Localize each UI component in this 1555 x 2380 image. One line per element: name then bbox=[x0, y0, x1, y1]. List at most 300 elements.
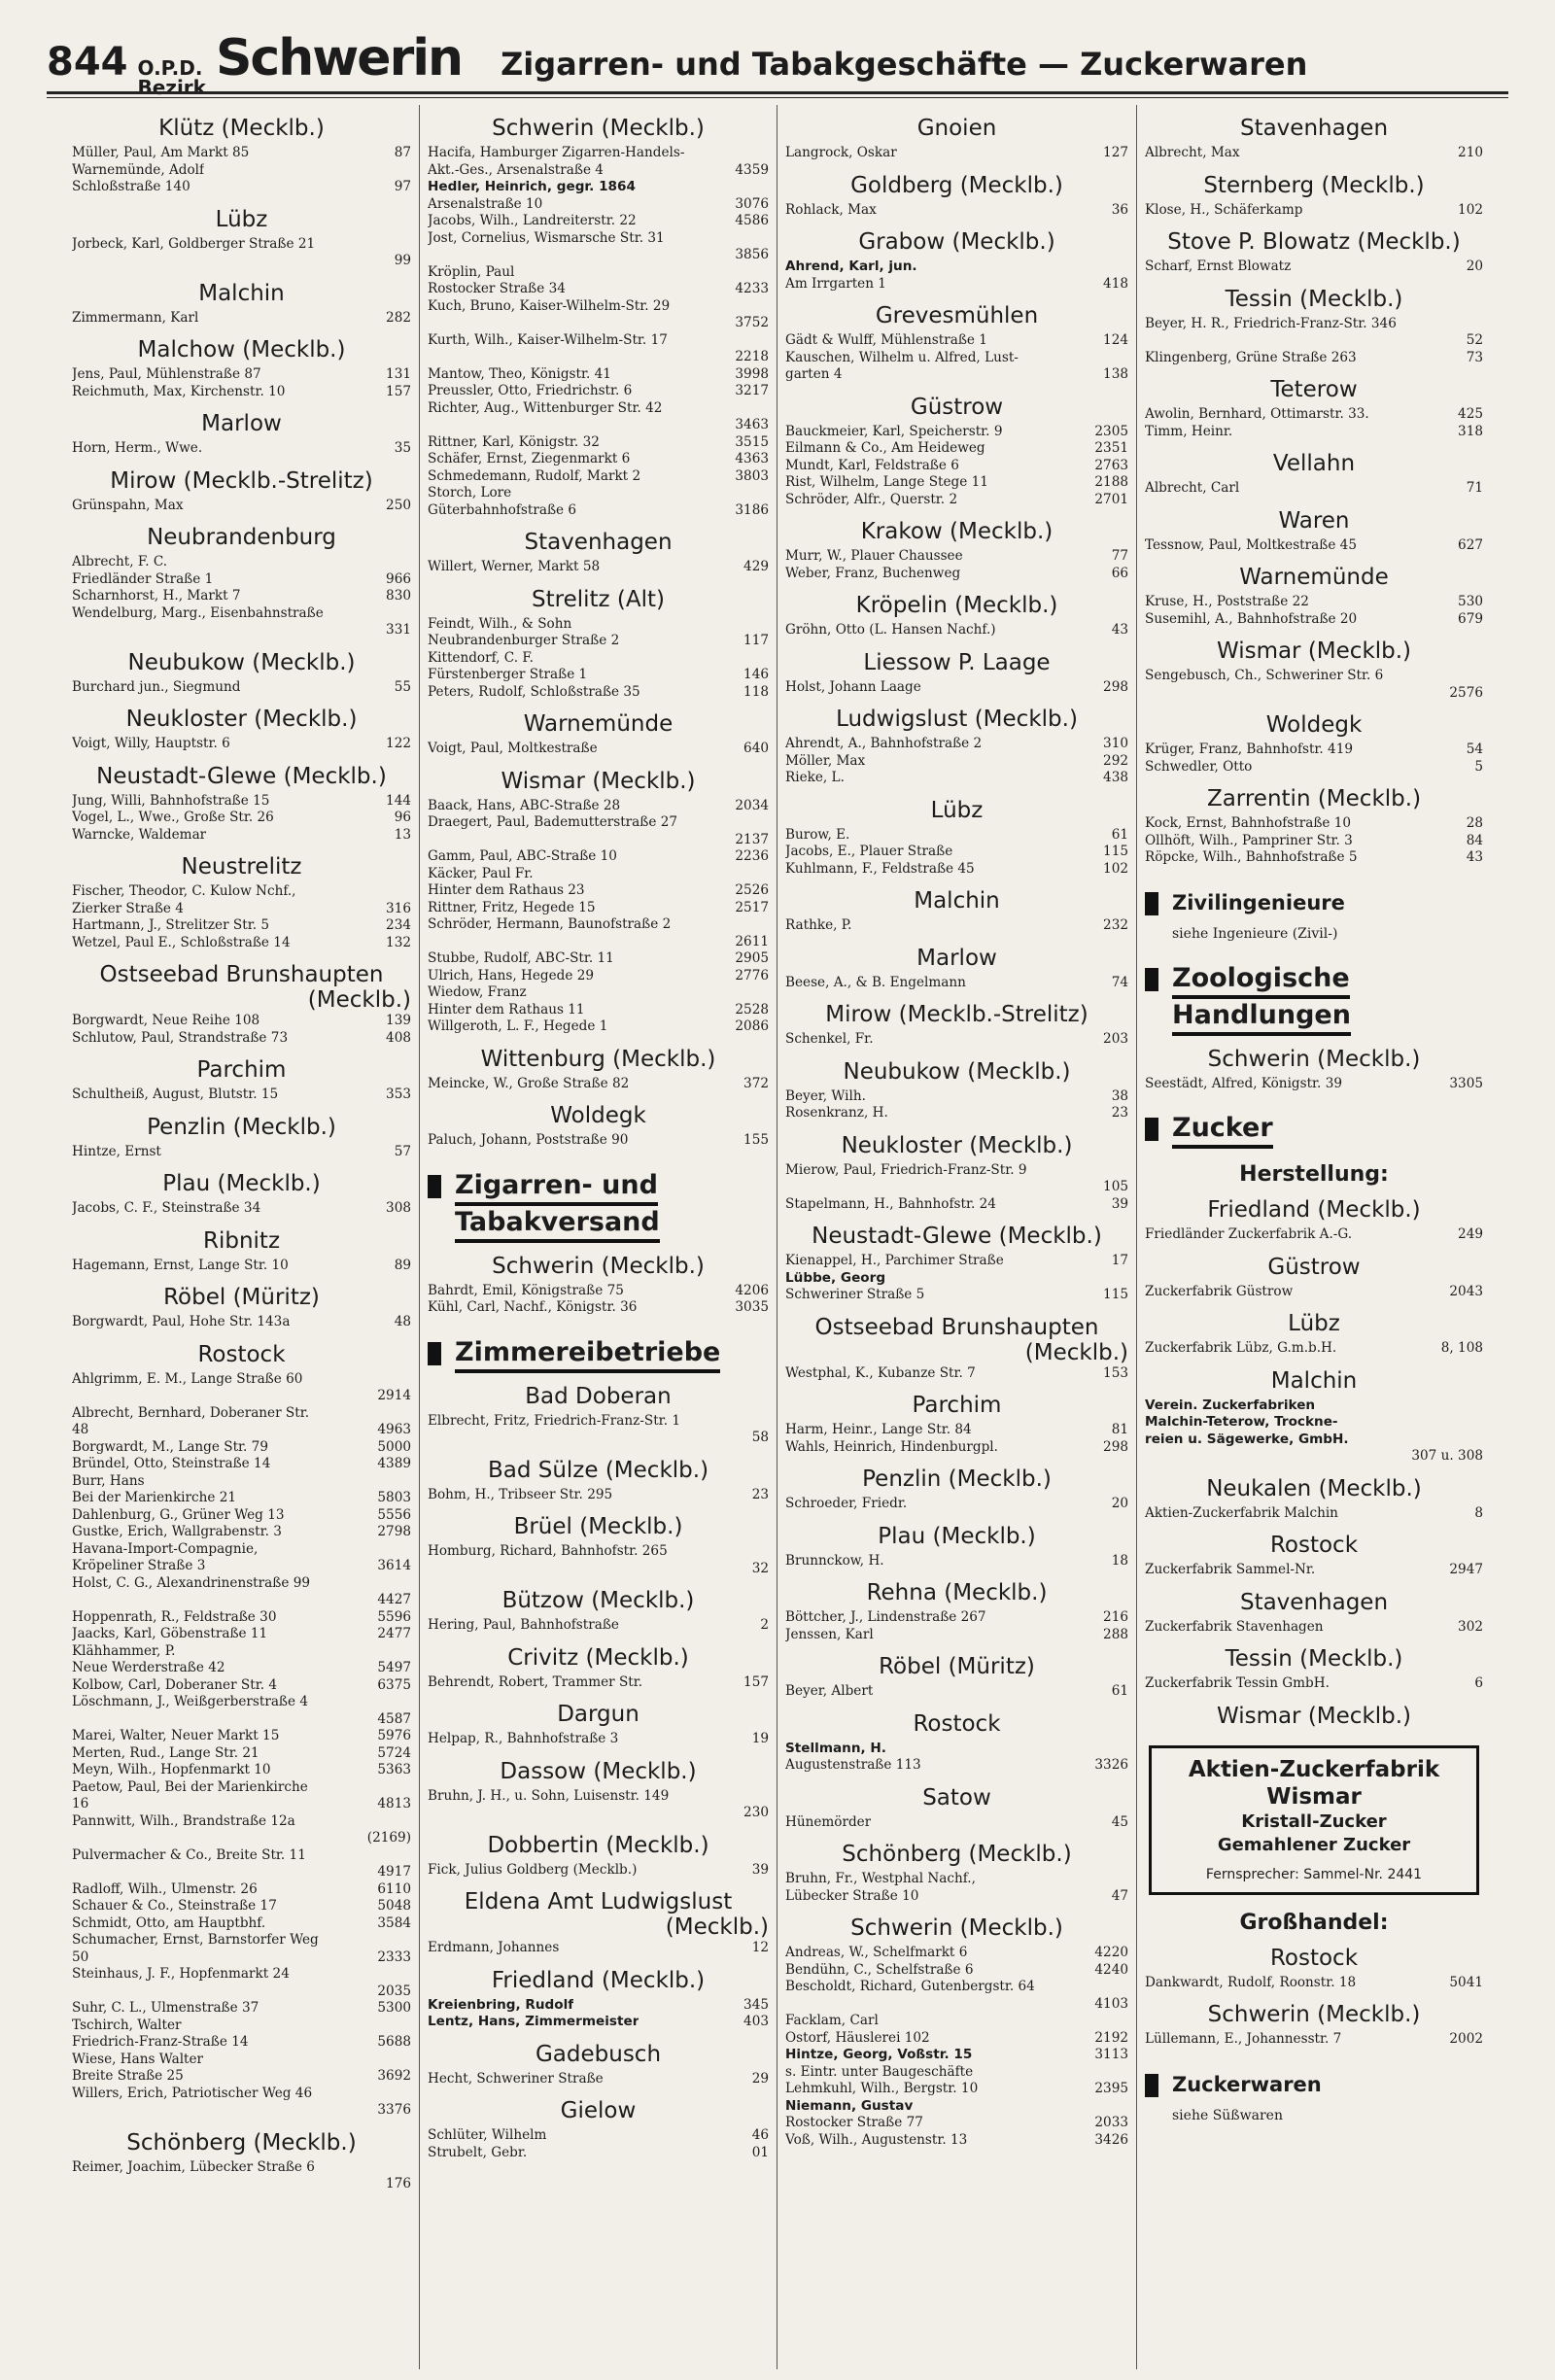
town-heading: Bad Doberan bbox=[525, 1383, 672, 1409]
listing-entry bbox=[785, 548, 1128, 566]
listing-entry bbox=[1145, 815, 1483, 833]
listing-entry bbox=[72, 1473, 411, 1491]
town-heading: Neustadt-Glewe (Mecklb.) bbox=[96, 763, 387, 789]
category-title bbox=[1172, 2068, 1322, 2101]
listing-entry bbox=[785, 861, 1128, 879]
listing-entry bbox=[72, 810, 411, 827]
entry-name: Weber, Franz, Buchenweg bbox=[785, 565, 961, 581]
entry-name: Beyer, Wilh. bbox=[785, 1087, 866, 1104]
entry-name: Lentz, Hans, Zimmermeister bbox=[428, 2014, 639, 2029]
listing-entry bbox=[72, 917, 411, 935]
entry-phone-number: 132 bbox=[386, 934, 411, 950]
entry-name: Bruhn, Fr., Westphal Nachf., bbox=[785, 1871, 976, 1886]
entry-phone-number: 2914 bbox=[377, 1388, 411, 1403]
column-4 bbox=[1136, 105, 1491, 2369]
entry-name: Schauer & Co., Steinstraße 17 bbox=[72, 1898, 277, 1914]
listing-entry bbox=[785, 2081, 1128, 2098]
entry-name: Seestädt, Alfred, Königstr. 39 bbox=[1145, 1075, 1342, 1091]
entry-name: Kröplin, Paul bbox=[428, 263, 515, 280]
entry-phone-number: 3305 bbox=[1449, 1075, 1483, 1091]
entry-name: Bendühn, C., Schelfstraße 6 bbox=[785, 1961, 974, 1978]
entry-phone-number: 2305 bbox=[1094, 423, 1128, 439]
entry-name: Neue Werderstraße 42 bbox=[72, 1660, 225, 1675]
listing-entry bbox=[428, 832, 769, 849]
listing-entry bbox=[785, 2047, 1128, 2064]
entry-name: Zuckerfabrik Stavenhagen bbox=[1145, 1618, 1324, 1635]
entry-name: Preussler, Otto, Friedrichstr. 6 bbox=[428, 383, 633, 398]
category-heading bbox=[428, 1336, 769, 1373]
listing-entry bbox=[428, 1940, 769, 1957]
entry-name: Sengebusch, Ch., Schweriner Str. 6 bbox=[1145, 668, 1384, 683]
entry-name: Reimer, Joachim, Lübecker Straße 6 bbox=[72, 2158, 315, 2175]
listing-entry bbox=[428, 633, 769, 650]
listing-entry bbox=[428, 1283, 769, 1300]
town-heading: Friedland (Mecklb.) bbox=[491, 1967, 706, 1993]
entry-name: Schmedemann, Rudolf, Markt 2 bbox=[428, 467, 641, 484]
listing-entry bbox=[428, 332, 769, 350]
town-heading: Lübz bbox=[930, 797, 984, 823]
entry-phone-number: 418 bbox=[1103, 275, 1128, 292]
entry-phone-number: 97 bbox=[394, 179, 411, 194]
category-heading bbox=[1145, 1112, 1483, 1149]
category-see-also: siehe Ingenieure (Zivil-) bbox=[1172, 925, 1338, 942]
entry-name: Kolbow, Carl, Doberaner Str. 4 bbox=[72, 1676, 277, 1693]
entry-name: Klingenberg, Grüne Straße 263 bbox=[1145, 349, 1357, 365]
listing-entry bbox=[428, 1018, 769, 1036]
entry-name: Suhr, C. L., Ulmenstraße 37 bbox=[72, 2000, 259, 2016]
town-heading: Wismar (Mecklb.) bbox=[1216, 638, 1412, 664]
listing-entry bbox=[785, 975, 1128, 992]
entry-name: Hecht, Schweriner Straße bbox=[428, 2070, 604, 2087]
listing-entry bbox=[1145, 611, 1483, 629]
entry-name: Rostocker Straße 77 bbox=[785, 2115, 923, 2130]
listing-entry bbox=[1145, 1226, 1483, 1244]
listing-entry bbox=[72, 1932, 411, 1949]
entry-name: Bauckmeier, Karl, Speicherstr. 9 bbox=[785, 423, 1003, 439]
entry-phone-number: 2905 bbox=[735, 950, 769, 966]
listing-entry bbox=[72, 1558, 411, 1575]
listing-entry bbox=[72, 1013, 411, 1030]
listing-entry bbox=[785, 1945, 1128, 1962]
listing-entry bbox=[72, 622, 411, 639]
listing-entry bbox=[72, 1456, 411, 1473]
listing-entry bbox=[72, 1258, 411, 1275]
town-heading: Wittenburg (Mecklb.) bbox=[480, 1046, 716, 1072]
entry-name: Erdmann, Johannes bbox=[428, 1940, 560, 1955]
listing-entry bbox=[428, 451, 769, 468]
entry-phone-number: 5688 bbox=[377, 2034, 411, 2050]
listing-entry bbox=[1145, 1284, 1483, 1301]
category-marker-icon bbox=[1145, 892, 1158, 915]
entry-name: Verein. Zuckerfabriken bbox=[1145, 1397, 1316, 1413]
listing-entry bbox=[785, 770, 1128, 787]
category-heading bbox=[428, 1169, 769, 1243]
entry-name: Hering, Paul, Bahnhofstraße bbox=[428, 1617, 619, 1633]
category-title-line: Zoologische bbox=[1172, 962, 1350, 999]
listing-entry bbox=[785, 1253, 1128, 1270]
listing-entry bbox=[72, 2018, 411, 2035]
listing-entry bbox=[72, 384, 411, 401]
entry-phone-number: 2192 bbox=[1094, 2029, 1128, 2046]
category-title-line: Zigarren- und bbox=[455, 1169, 658, 1206]
category-heading bbox=[1145, 962, 1483, 1036]
town-heading: Wismar (Mecklb.) bbox=[501, 768, 696, 794]
town-heading: Stavenhagen bbox=[1239, 1589, 1389, 1615]
category-title-line: Tabakversand bbox=[455, 1206, 660, 1243]
listing-entry bbox=[785, 844, 1128, 861]
listing-entry bbox=[428, 650, 769, 668]
listing-entry bbox=[72, 1541, 411, 1559]
entry-name: reien u. Sägewerke, GmbH. bbox=[1145, 1431, 1349, 1447]
ad-phone: Fernsprecher: Sammel-Nr. 2441 bbox=[1205, 1866, 1423, 1882]
entry-phone-number: 18 bbox=[1111, 1552, 1128, 1569]
listing-entry bbox=[428, 162, 769, 180]
entry-phone-number: 3376 bbox=[377, 2102, 411, 2118]
entry-phone-number: 58 bbox=[751, 1430, 769, 1445]
town-heading: Rostock bbox=[913, 1710, 1001, 1737]
entry-phone-number: 61 bbox=[1111, 1683, 1128, 1699]
entry-phone-number: 408 bbox=[386, 1029, 411, 1046]
town-heading: Neustrelitz bbox=[181, 854, 302, 880]
listing-entry bbox=[428, 950, 769, 968]
entry-phone-number: 403 bbox=[743, 2014, 769, 2029]
town-heading: Ostseebad Brunshaupten bbox=[814, 1314, 1099, 1340]
town-heading: Lübz bbox=[215, 206, 268, 232]
listing-entry bbox=[72, 1762, 411, 1779]
entry-phone-number: 81 bbox=[1111, 1422, 1128, 1437]
entry-phone-number: 124 bbox=[1103, 332, 1128, 348]
town-heading: Tessin (Mecklb.) bbox=[1225, 1646, 1403, 1672]
entry-phone-number: 372 bbox=[743, 1075, 769, 1091]
entry-name: Kröpeliner Straße 3 bbox=[72, 1558, 206, 1573]
listing-entry bbox=[785, 2132, 1128, 2150]
entry-name: Jacobs, Wilh., Landreiterstr. 22 bbox=[428, 213, 637, 228]
entry-phone-number: 73 bbox=[1466, 349, 1483, 365]
town-heading: Warnemünde bbox=[523, 711, 674, 737]
town-heading: Lübz bbox=[1288, 1311, 1340, 1336]
entry-name: Scharf, Ernst Blowatz bbox=[1145, 259, 1292, 274]
town-heading: Grabow (Mecklb.) bbox=[858, 229, 1055, 255]
listing-columns bbox=[64, 105, 1491, 2369]
entry-phone-number: 353 bbox=[386, 1087, 411, 1102]
entry-phone-number: 345 bbox=[743, 1996, 769, 2013]
town-heading: Parchim bbox=[196, 1057, 287, 1083]
listing-entry bbox=[785, 1105, 1128, 1122]
entry-name: Malchin-Teterow, Trockne- bbox=[1145, 1414, 1338, 1430]
listing-entry bbox=[428, 984, 769, 1002]
listing-entry bbox=[785, 753, 1128, 771]
listing-entry bbox=[1145, 1448, 1483, 1466]
entry-name: Vogel, L., Wwe., Große Str. 26 bbox=[72, 810, 274, 825]
town-heading: Crivitz (Mecklb.) bbox=[507, 1644, 689, 1671]
entry-phone-number: 3803 bbox=[735, 467, 769, 484]
listing-entry bbox=[72, 1609, 411, 1627]
entry-phone-number: 6 bbox=[1474, 1675, 1483, 1691]
entry-phone-number: 4427 bbox=[377, 1592, 411, 1607]
entry-phone-number: 4233 bbox=[735, 281, 769, 296]
listing-entry bbox=[785, 2098, 1128, 2116]
entry-name: Ostorf, Häuslerei 102 bbox=[785, 2029, 930, 2046]
listing-entry bbox=[72, 827, 411, 845]
entry-phone-number: 966 bbox=[386, 570, 411, 587]
listing-entry bbox=[428, 1805, 769, 1822]
entry-phone-number: 2043 bbox=[1449, 1283, 1483, 1299]
listing-entry bbox=[1145, 1340, 1483, 1358]
entry-phone-number: 23 bbox=[1111, 1105, 1128, 1121]
entry-name: Meyn, Wilh., Hopfenmarkt 10 bbox=[72, 1762, 271, 1777]
entry-name: Kreienbring, Rudolf bbox=[428, 1996, 574, 2013]
listing-entry bbox=[428, 2127, 769, 2145]
entry-name: Lehmkuhl, Wilh., Bergstr. 10 bbox=[785, 2081, 979, 2096]
category-title-line: Zucker bbox=[1172, 1112, 1273, 1149]
page-title: Zigarren- und Tabakgeschäfte — Zuckerwaren bbox=[501, 46, 1308, 83]
entry-phone-number: 3035 bbox=[735, 1299, 769, 1315]
entry-phone-number: 530 bbox=[1458, 594, 1483, 609]
entry-name: Warncke, Waldemar bbox=[72, 826, 207, 843]
entry-name: Ahrendt, A., Bahnhofstraße 2 bbox=[785, 736, 983, 751]
listing-entry bbox=[428, 684, 769, 702]
town-heading: Brüel (Mecklb.) bbox=[513, 1514, 683, 1539]
entry-phone-number: 117 bbox=[743, 633, 769, 648]
listing-entry bbox=[1145, 594, 1483, 611]
listing-entry bbox=[72, 1200, 411, 1218]
entry-phone-number: 102 bbox=[1103, 860, 1128, 877]
listing-entry bbox=[72, 1915, 411, 1933]
entry-phone-number: 36 bbox=[1111, 201, 1128, 218]
entry-name: Aktien-Zuckerfabrik Malchin bbox=[1145, 1504, 1338, 1521]
entry-name: Hinter dem Rathaus 11 bbox=[428, 1001, 585, 1018]
listing-entry bbox=[428, 247, 769, 264]
entry-phone-number: 2517 bbox=[735, 899, 769, 915]
listing-entry bbox=[785, 1162, 1128, 1180]
entry-phone-number: 47 bbox=[1111, 1887, 1128, 1904]
entry-name: Richter, Aug., Wittenburger Str. 42 bbox=[428, 399, 663, 416]
entry-phone-number: 146 bbox=[743, 667, 769, 682]
listing-entry bbox=[1145, 316, 1483, 333]
entry-phone-number: 4103 bbox=[1094, 1995, 1128, 2012]
entry-name: Kurth, Wilh., Kaiser-Wilhelm-Str. 17 bbox=[428, 331, 668, 348]
advertisement-box bbox=[1149, 1745, 1479, 1895]
entry-phone-number: 23 bbox=[751, 1486, 769, 1502]
entry-name: Möller, Max bbox=[785, 752, 866, 769]
listing-entry bbox=[785, 276, 1128, 293]
entry-name: Augustenstraße 113 bbox=[785, 1757, 921, 1773]
entry-phone-number: 138 bbox=[1103, 366, 1128, 382]
entry-phone-number: 29 bbox=[751, 2070, 769, 2087]
category-marker-icon bbox=[1145, 1118, 1158, 1141]
entry-phone-number: 66 bbox=[1111, 565, 1128, 581]
listing-entry bbox=[72, 1575, 411, 1593]
entry-phone-number: 316 bbox=[386, 900, 411, 916]
entry-name: Albrecht, Max bbox=[1145, 145, 1240, 160]
listing-entry bbox=[72, 366, 411, 384]
listing-entry bbox=[785, 259, 1128, 276]
entry-phone-number: 105 bbox=[1103, 1179, 1128, 1194]
entry-name: garten 4 bbox=[785, 366, 843, 382]
town-heading: Plau (Mecklb.) bbox=[162, 1171, 321, 1196]
listing-entry bbox=[72, 736, 411, 753]
entry-name: Käcker, Paul Fr. bbox=[428, 865, 534, 881]
listing-entry bbox=[1145, 1505, 1483, 1523]
listing-entry bbox=[1145, 685, 1483, 703]
town-heading: Waren bbox=[1278, 507, 1350, 534]
entry-phone-number: 234 bbox=[386, 917, 411, 933]
entry-name: Stellmann, H. bbox=[785, 1740, 886, 1756]
entry-phone-number: 298 bbox=[1103, 1438, 1128, 1455]
entry-name: Rittner, Karl, Königstr. 32 bbox=[428, 433, 600, 450]
listing-entry bbox=[428, 145, 769, 162]
listing-entry bbox=[428, 916, 769, 934]
listing-entry bbox=[72, 1949, 411, 1967]
entry-name: Rieke, L. bbox=[785, 770, 845, 785]
entry-phone-number: 139 bbox=[386, 1013, 411, 1028]
entry-phone-number: 5048 bbox=[377, 1898, 411, 1914]
listing-entry bbox=[428, 900, 769, 917]
entry-name: Gädt & Wulff, Mühlenstraße 1 bbox=[785, 332, 987, 348]
town-heading: Grevesmühlen bbox=[875, 303, 1039, 328]
listing-entry bbox=[1145, 332, 1483, 350]
listing-entry bbox=[72, 679, 411, 697]
entry-name: Burr, Hans bbox=[72, 1472, 145, 1489]
listing-entry bbox=[1145, 1414, 1483, 1431]
entry-phone-number: 210 bbox=[1458, 145, 1483, 160]
town-heading: Parchim bbox=[912, 1393, 1002, 1418]
entry-name: Bohm, H., Tribseer Str. 295 bbox=[428, 1486, 613, 1502]
entry-name: Jens, Paul, Mühlenstraße 87 bbox=[72, 366, 261, 382]
listing-entry bbox=[72, 1847, 411, 1865]
entry-phone-number: 4813 bbox=[377, 1796, 411, 1811]
entry-name: Rosenkranz, H. bbox=[785, 1105, 888, 1121]
town-heading: Neubrandenburg bbox=[147, 525, 336, 550]
entry-phone-number: 4359 bbox=[735, 161, 769, 178]
entry-phone-number: 52 bbox=[1466, 332, 1483, 348]
entry-name: Awolin, Bernhard, Ottimarstr. 33. bbox=[1145, 406, 1369, 422]
entry-name: Burow, E. bbox=[785, 826, 850, 843]
entry-name: Burchard jun., Siegmund bbox=[72, 678, 241, 695]
entry-name: Gamm, Paul, ABC-Straße 10 bbox=[428, 848, 617, 864]
category-see-also: siehe Süßwaren bbox=[1172, 2107, 1283, 2123]
town-heading: Mirow (Mecklb.-Strelitz) bbox=[825, 1002, 1088, 1027]
entry-name: Jung, Willi, Bahnhofstraße 15 bbox=[72, 792, 270, 809]
listing-entry bbox=[72, 1626, 411, 1643]
listing-entry bbox=[785, 1439, 1128, 1457]
ad-product-line: Gemahlener Zucker bbox=[1217, 1834, 1411, 1855]
entry-phone-number: 307 u. 308 bbox=[1411, 1448, 1483, 1464]
listing-entry bbox=[72, 2086, 411, 2103]
entry-phone-number: 3692 bbox=[377, 2068, 411, 2084]
listing-entry bbox=[428, 315, 769, 332]
entry-phone-number: 2351 bbox=[1094, 440, 1128, 456]
entry-name: Friedländer Straße 1 bbox=[72, 570, 214, 587]
entry-name: Kuch, Bruno, Kaiser-Wilhelm-Str. 29 bbox=[428, 297, 671, 314]
entry-phone-number: 4363 bbox=[735, 451, 769, 466]
town-heading: Penzlin (Mecklb.) bbox=[862, 1466, 1052, 1492]
town-heading: Neubukow (Mecklb.) bbox=[127, 649, 356, 675]
entry-name: Jorbeck, Karl, Goldberger Straße 21 bbox=[72, 235, 316, 252]
entry-name: Homburg, Richard, Bahnhofstr. 265 bbox=[428, 1543, 668, 1559]
listing-entry bbox=[1145, 742, 1483, 759]
ad-title: Aktien-Zuckerfabrik bbox=[1188, 1756, 1440, 1782]
listing-entry bbox=[428, 400, 769, 418]
entry-phone-number: 155 bbox=[743, 1132, 769, 1148]
entry-phone-number: 2034 bbox=[735, 797, 769, 813]
listing-entry bbox=[428, 2071, 769, 2088]
category-title-line: Zivilingenieure bbox=[1172, 890, 1345, 914]
listing-entry bbox=[785, 1871, 1128, 1888]
listing-entry bbox=[428, 179, 769, 196]
entry-name: Ollhöft, Wilh., Pampriner Str. 3 bbox=[1145, 832, 1353, 848]
town-heading: Schwerin (Mecklb.) bbox=[1207, 2002, 1421, 2027]
entry-name: Wendelburg, Marg., Eisenbahnstraße bbox=[72, 604, 324, 621]
entry-name: Güterbahnhofstraße 6 bbox=[428, 501, 577, 518]
town-heading: Warnemünde bbox=[1239, 565, 1389, 590]
entry-phone-number: 5976 bbox=[377, 1728, 411, 1743]
entry-phone-number: 2763 bbox=[1094, 457, 1128, 473]
entry-name: Warnemünde, Adolf bbox=[72, 161, 205, 178]
listing-entry bbox=[428, 1487, 769, 1504]
town-heading: Malchow (Mecklb.) bbox=[137, 337, 346, 362]
opd-bottom: Bezirk bbox=[137, 76, 206, 99]
town-heading: Güstrow bbox=[1267, 1254, 1361, 1280]
entry-phone-number: 8, 108 bbox=[1440, 1340, 1483, 1356]
town-heading: Malchin bbox=[198, 280, 285, 306]
listing-entry bbox=[428, 1132, 769, 1150]
entry-phone-number: 640 bbox=[743, 741, 769, 756]
entry-phone-number: (2169) bbox=[366, 1830, 411, 1845]
entry-phone-number: 3326 bbox=[1094, 1757, 1128, 1773]
entry-name: Brunnckow, H. bbox=[785, 1552, 884, 1569]
entry-name: Mundt, Karl, Feldstraße 6 bbox=[785, 457, 959, 473]
entry-name: Rist, Wilhelm, Lange Stege 11 bbox=[785, 474, 988, 490]
entry-phone-number: 331 bbox=[386, 622, 411, 638]
entry-name: Kuhlmann, F., Feldstraße 45 bbox=[785, 860, 975, 877]
listing-entry bbox=[428, 866, 769, 883]
listing-entry bbox=[428, 667, 769, 684]
ad-product-line: Kristall-Zucker bbox=[1241, 1811, 1387, 1832]
listing-entry bbox=[72, 1660, 411, 1677]
listing-entry bbox=[72, 935, 411, 952]
entry-name: Friedrich-Franz-Straße 14 bbox=[72, 2034, 249, 2050]
listing-entry bbox=[785, 1365, 1128, 1383]
town-heading: Tessin (Mecklb.) bbox=[1225, 286, 1403, 312]
entry-name: Gröhn, Otto (L. Hansen Nachf.) bbox=[785, 622, 996, 638]
listing-entry bbox=[72, 1388, 411, 1405]
listing-entry bbox=[785, 350, 1128, 367]
entry-name: Pannwitt, Wilh., Brandstraße 12a bbox=[72, 1812, 295, 1829]
listing-entry bbox=[72, 1371, 411, 1389]
entry-name: Tessnow, Paul, Moltkestraße 45 bbox=[1145, 536, 1357, 553]
entry-phone-number: 38 bbox=[1111, 1087, 1128, 1104]
entry-phone-number: 230 bbox=[743, 1805, 769, 1820]
entry-phone-number: 144 bbox=[386, 792, 411, 809]
entry-name: Marei, Walter, Neuer Markt 15 bbox=[72, 1728, 280, 1743]
category-title bbox=[1172, 886, 1345, 919]
listing-entry bbox=[72, 236, 411, 254]
entry-phone-number: 438 bbox=[1103, 770, 1128, 785]
listing-entry bbox=[72, 162, 411, 180]
entry-phone-number: 5300 bbox=[377, 2000, 411, 2016]
listing-entry bbox=[428, 1543, 769, 1561]
listing-entry bbox=[1145, 424, 1483, 441]
listing-entry bbox=[72, 571, 411, 589]
entry-name: Hintze, Ernst bbox=[72, 1143, 161, 1159]
town-heading: Röbel (Müritz) bbox=[163, 1285, 320, 1310]
entry-name: Ulrich, Hans, Hegede 29 bbox=[428, 967, 595, 983]
entry-name: Arsenalstraße 10 bbox=[428, 195, 543, 212]
listing-entry bbox=[785, 2013, 1128, 2030]
entry-phone-number: 19 bbox=[751, 1731, 769, 1746]
entry-phone-number: 157 bbox=[386, 383, 411, 399]
